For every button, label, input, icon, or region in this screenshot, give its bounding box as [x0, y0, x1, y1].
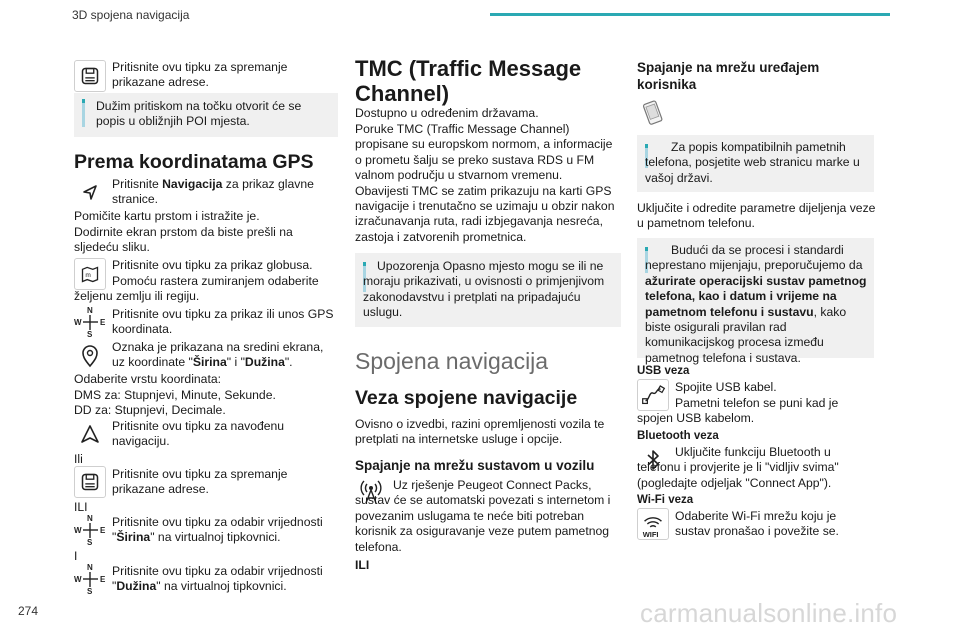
update-post: , kako biste osigurali pravilan rad komunikacijskog procesa između pametnog telefona i sustava. [645, 304, 847, 365]
save-address-text-2: Pritisnite ovu tipku za spremanje prikazane adrese. [112, 467, 288, 497]
mark-text [112, 340, 338, 371]
mark-mid: " i " [226, 355, 245, 370]
watermark: carmanualsonline.info [640, 598, 898, 628]
note-update-text [645, 243, 870, 366]
lon-bold: Dužina [116, 579, 157, 594]
header-accent-bar [490, 13, 890, 16]
tmc-availability: Dostupno u određenim državama. [355, 106, 539, 120]
nav-post: za prikaz glavne stranice. [112, 177, 314, 207]
location-pin-icon [74, 340, 106, 372]
mark-pre: Oznaka je prikazana na sredini ekrana, uz koordinate " [112, 340, 324, 370]
note-box-compatible [637, 135, 874, 192]
touch-screen-text: Dodirnite ekran prstom da biste prešli na sljedeću sliku. [74, 225, 293, 255]
note-marker [82, 99, 85, 127]
note-box-tmc [355, 253, 621, 327]
compass-letter-e: E [100, 575, 106, 584]
or-3: I [74, 549, 78, 563]
update-pre: Budući da se procesi i standardi neprestano mijenjaju, preporučujemo da [645, 243, 863, 273]
section-heading-gps: Prema koordinatama GPS [74, 151, 314, 173]
dms-text: DMS za: Stupnjevi, Minute, Sekunde. [74, 388, 276, 402]
compass-letter-w: W [74, 575, 82, 584]
compass-letter-n: N [87, 306, 93, 315]
smartphone-icon [637, 96, 669, 128]
guidance-arrow-icon [74, 418, 106, 450]
wifi-icon-text: WIFI [642, 530, 659, 540]
save-icon-2 [74, 466, 106, 498]
note-box-poi [74, 93, 338, 137]
tmc-description: Poruke TMC (Traffic Message Channel) propisane su europskom normom, a informacije o prometu šalju se preko sustava RDS u FM valnom području u stvarnom vremenu. Obavijesti TMC se zatim prikazuju na karti GPS navigacije i trenutačno se uzimaju u obzir nakon izračunavanja ruta, radi izbjegavanja nesreća, zastoja i zatvorenih prometnica. [355, 122, 615, 244]
coord-text: Pritisnite ovu tipku za prikaz ili unos GPS koordinata. [112, 307, 334, 337]
wifi-text: Odaberite Wi-Fi mrežu koju je sustav pronašao i povežite se. [675, 509, 839, 539]
nav-bold: Navigacija [162, 177, 223, 191]
compass-letter-n: N [87, 563, 93, 572]
section-heading-tmc: TMC (Traffic Message Channel) [355, 56, 582, 106]
sustav-text: Uz rješenje Peugeot Connect Packs, sustav će se automatski povezati s internetom i povezanim uslugama te neće biti potreban korisnik za osiguravanje veze putem pametnog telefona. [355, 478, 611, 554]
section-heading-veza: Veza spojene navigacije [355, 387, 578, 409]
mark-post: ". [284, 355, 293, 370]
select-coord-type: Odaberite vrstu koordinata: [74, 372, 222, 386]
note-box-update [637, 238, 874, 365]
latitude-text [112, 515, 338, 546]
save-address-text: Pritisnite ovu tipku za spremanje prikazane adrese. [112, 60, 288, 90]
compass-letter-s: S [87, 538, 93, 546]
mark-longitude: Dužina [244, 355, 285, 370]
save-icon [74, 60, 106, 92]
usb-label: USB veza [637, 365, 690, 377]
note-poi-text: Dužim pritiskom na točku otvorit će se popis u obližnjih POI mjesta. [96, 99, 302, 129]
usb-text-2: Pametni telefon se puni kad je spojen USB kabelom. [637, 396, 839, 426]
update-bold: ažurirate operacijski sustav pametnog telefona, kao i datum i vrijeme na pametnom telefonu i sustavu [645, 273, 867, 319]
section-heading-device: Spajanje na mrežu uređajem korisnika [637, 60, 820, 92]
compass-letter-s: S [87, 330, 93, 338]
compass-letter-w: W [74, 318, 82, 327]
or-1: Ili [74, 452, 83, 466]
share-connection-text: Uključite i odredite parametre dijeljenja veze u pametnom telefonu. [637, 201, 876, 231]
usb-text-1: Spojite USB kabel. [675, 380, 777, 394]
bluetooth-text: Uključite funkciju Bluetooth u telefonu i provjerite je li "vidljiv svima" (pogledajte odjeljak "Connect App"). [637, 445, 839, 490]
compass-icon [74, 306, 106, 338]
note-tmc-text: Upozorenja Opasno mjesto mogu se ili ne moraju prikazivati, u ovisnosti o primjenjivom zakonodavstvu i pretplati na pripadajuću uslugu. [363, 259, 605, 320]
lat-bold: Širina [116, 530, 151, 545]
longitude-text [112, 564, 338, 595]
nav-pre: Pritisnite [112, 177, 163, 191]
chapter-title: Spojena navigacija [355, 348, 549, 374]
wifi-label: Wi-Fi veza [637, 494, 694, 506]
compass-icon-lat [74, 514, 106, 546]
lat-post: " na virtualnoj tipkovnici. [150, 530, 281, 545]
page-number: 274 [18, 604, 39, 618]
or-col2: ILI [355, 558, 370, 572]
veza-text: Ovisno o izvedbi, razini opremljenosti vozila te pretplati na internetske usluge i opcije. [355, 417, 605, 447]
lon-post: " na virtualnoj tipkovnici. [156, 579, 287, 594]
nav-instruction [112, 177, 336, 208]
wifi-icon [637, 508, 669, 540]
compass-icon-lon [74, 563, 106, 595]
svg-text:m: m [85, 271, 91, 279]
globe-text-2: Pomoću rastera zumiranjem odaberite željenu zemlju ili regiju. [74, 274, 319, 304]
guidance-text: Pritisnite ovu tipku za navođenu navigaciju. [112, 419, 285, 449]
bluetooth-label: Bluetooth veza [637, 430, 719, 442]
globe-text-1: Pritisnite ovu tipku za prikaz globusa. [112, 258, 313, 272]
compass-letter-s: S [87, 587, 93, 595]
compass-letter-w: W [74, 526, 82, 535]
move-map-text: Pomičite kartu prstom i istražite je. [74, 209, 260, 223]
compass-letter-e: E [100, 526, 106, 535]
note-compatible-text: Za popis kompatibilnih pametnih telefona, posjetite web stranicu marke u vašoj državi. [645, 140, 860, 185]
subheading-sustav: Spajanje na mrežu sustavom u vozilu [355, 458, 595, 473]
or-2: ILI [74, 500, 88, 514]
compass-letter-e: E [100, 318, 106, 327]
mark-latitude: Širina [192, 355, 227, 370]
lon-pre: Pritisnite ovu tipku za odabir vrijednosti " [112, 564, 323, 594]
running-header: 3D spojena navigacija [72, 8, 190, 22]
lat-pre: Pritisnite ovu tipku za odabir vrijednosti " [112, 515, 323, 545]
navigation-arrow-icon [74, 177, 106, 209]
dd-text: DD za: Stupnjevi, Decimale. [74, 403, 226, 417]
compass-letter-n: N [87, 514, 93, 523]
